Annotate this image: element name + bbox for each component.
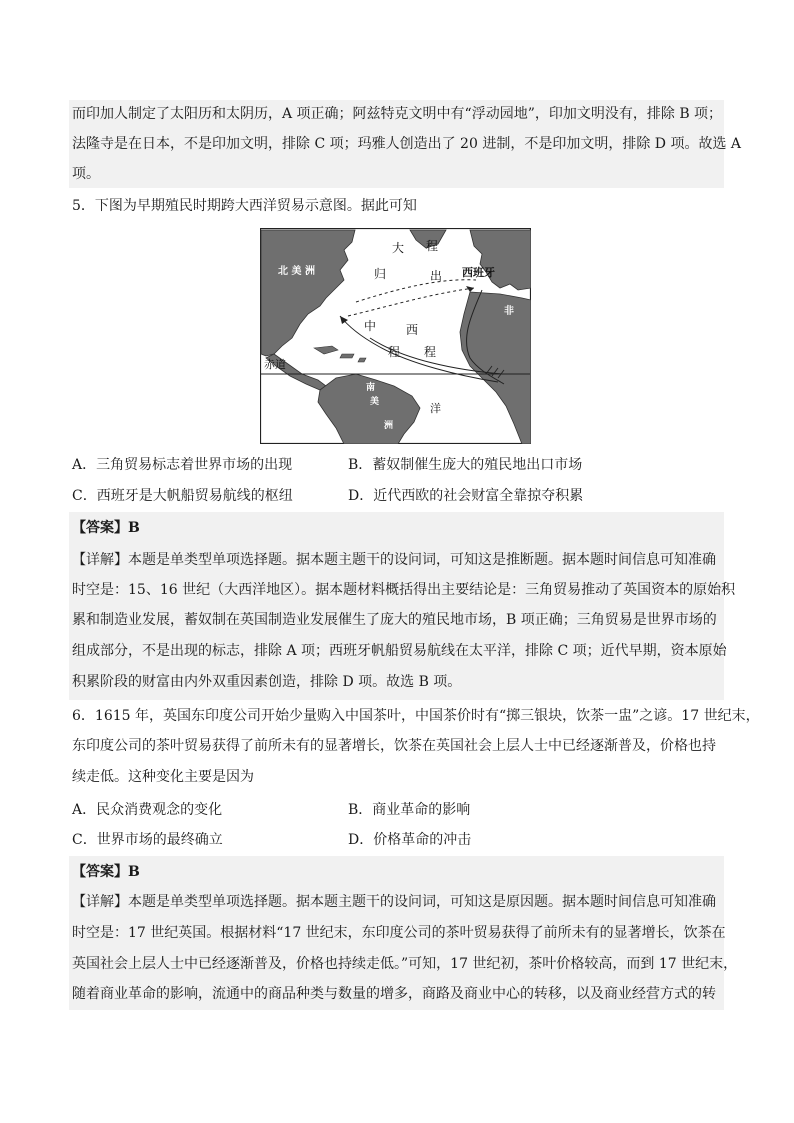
- q5-detail-line-2: 时空是：15、16 世纪（大西洋地区）。据本题材料概括得出主要结论是：三角贸易推动了英国资本的原始积: [72, 582, 736, 598]
- map-label-south-america-3: 洲: [384, 421, 394, 431]
- q6-answer: 【答案】B: [72, 864, 140, 880]
- q6-option-d: D．价格革命的冲击: [348, 832, 472, 848]
- map-label-north-america: 北 美 洲: [278, 266, 315, 277]
- q5-detail-line-4: 组成部分，不是出现的标志，排除 A 项；西班牙帆船贸易航线在太平洋，排除 C 项；近代早期，资本原始: [72, 643, 727, 659]
- q6-option-c: C．世界市场的最终确立: [72, 832, 223, 848]
- q5-detail-line-1: 【详解】本题是单类型单项选择题。据本题主题干的设问词，可知这是推断题。据本题时间信息可知准确: [72, 552, 716, 568]
- q6-detail-line-1: 【详解】本题是单类型单项选择题。据本题主题干的设问词，可知这是原因题。据本题时间信息可知准确: [72, 894, 716, 910]
- q5-option-c: C．西班牙是大帆船贸易航线的枢纽: [72, 488, 293, 504]
- map-label-route-cheng-3: 程: [424, 345, 437, 359]
- q5-option-a: A．三角贸易标志着世界市场的出现: [72, 457, 293, 473]
- q5-detail-line-5: 积累阶段的财富由内外双重因素创造，排除 D 项。故选 B 项。: [72, 674, 462, 690]
- map-label-south-america-2: 美: [370, 397, 380, 407]
- q5-detail-line-3: 累和制造业发展，蓄奴制在英国制造业发展催生了庞大的殖民地市场，B 项正确；三角贸易是世界市场的: [72, 612, 717, 628]
- map-label-south-america-1: 南: [366, 383, 376, 393]
- q5-option-b: B．蓄奴制催生庞大的殖民地出口市场: [348, 457, 583, 473]
- map-label-route-return: 归: [374, 267, 387, 281]
- q5-stem: 5．下图为早期殖民时期跨大西洋贸易示意图。据此可知: [72, 198, 417, 214]
- map-label-route-west: 西: [406, 323, 419, 337]
- map-label-equator: 赤道: [264, 358, 286, 371]
- map-label-route-mid: 中: [364, 319, 377, 333]
- prev-explanation-line-1: 而印加人制定了太阳历和太阴历，A 项正确；阿兹特克文明中有“浮动园地”，印加文明没有，排除 B 项；: [72, 106, 723, 122]
- q6-detail-line-3: 英国社会上层人士中已经逐渐普及，价格也持续走低。”可知，17 世纪初，茶叶价格较高，而到 17 世纪末，: [72, 956, 738, 972]
- q5-answer: 【答案】B: [72, 520, 140, 536]
- map-label-route-cheng-1: 程: [426, 239, 439, 253]
- q6-detail-line-2: 时空是：17 世纪英国。根据材料“17 世纪末，东印度公司的茶叶贸易获得了前所未有的显著增长，饮茶在: [72, 925, 726, 941]
- map-label-route-out: 出: [430, 269, 443, 283]
- q6-stem-line-1: 6．1615 年，英国东印度公司开始少量购入中国茶叶，中国茶价时有“掷三银块，饮茶一盅”之谚。17 世纪末，: [72, 708, 760, 724]
- q6-stem-line-3: 续走低。这种变化主要是因为: [72, 769, 254, 785]
- q6-stem-line-2: 东印度公司的茶叶贸易获得了前所未有的显著增长，饮茶在英国社会上层人士中已经逐渐普及，价格也持: [72, 738, 716, 754]
- prev-explanation-line-2: 法隆寺是在日本，不是印加文明，排除 C 项；玛雅人创造出了 20 进制，不是印加文明，排除 D 项。故选 A: [72, 136, 742, 152]
- q6-detail-line-4: 随着商业革命的影响，流通中的商品种类与数量的增多，商路及商业中心的转移，以及商业经营方式的转: [72, 986, 716, 1002]
- map-label-spain: 西班牙: [462, 266, 495, 279]
- map-label-route-cheng-2: 程: [388, 345, 401, 359]
- prev-explanation-line-3: 项。: [72, 166, 100, 182]
- q5-option-d: D．近代西欧的社会财富全靠掠夺积累: [348, 488, 584, 504]
- map-label-route-big: 大: [392, 241, 405, 255]
- map-label-africa: 非: [504, 306, 514, 317]
- map-label-ocean: 洋: [430, 402, 441, 415]
- atlantic-trade-map: [260, 228, 531, 444]
- q6-option-b: B．商业革命的影响: [348, 802, 471, 818]
- q6-option-a: A．民众消费观念的变化: [72, 802, 223, 818]
